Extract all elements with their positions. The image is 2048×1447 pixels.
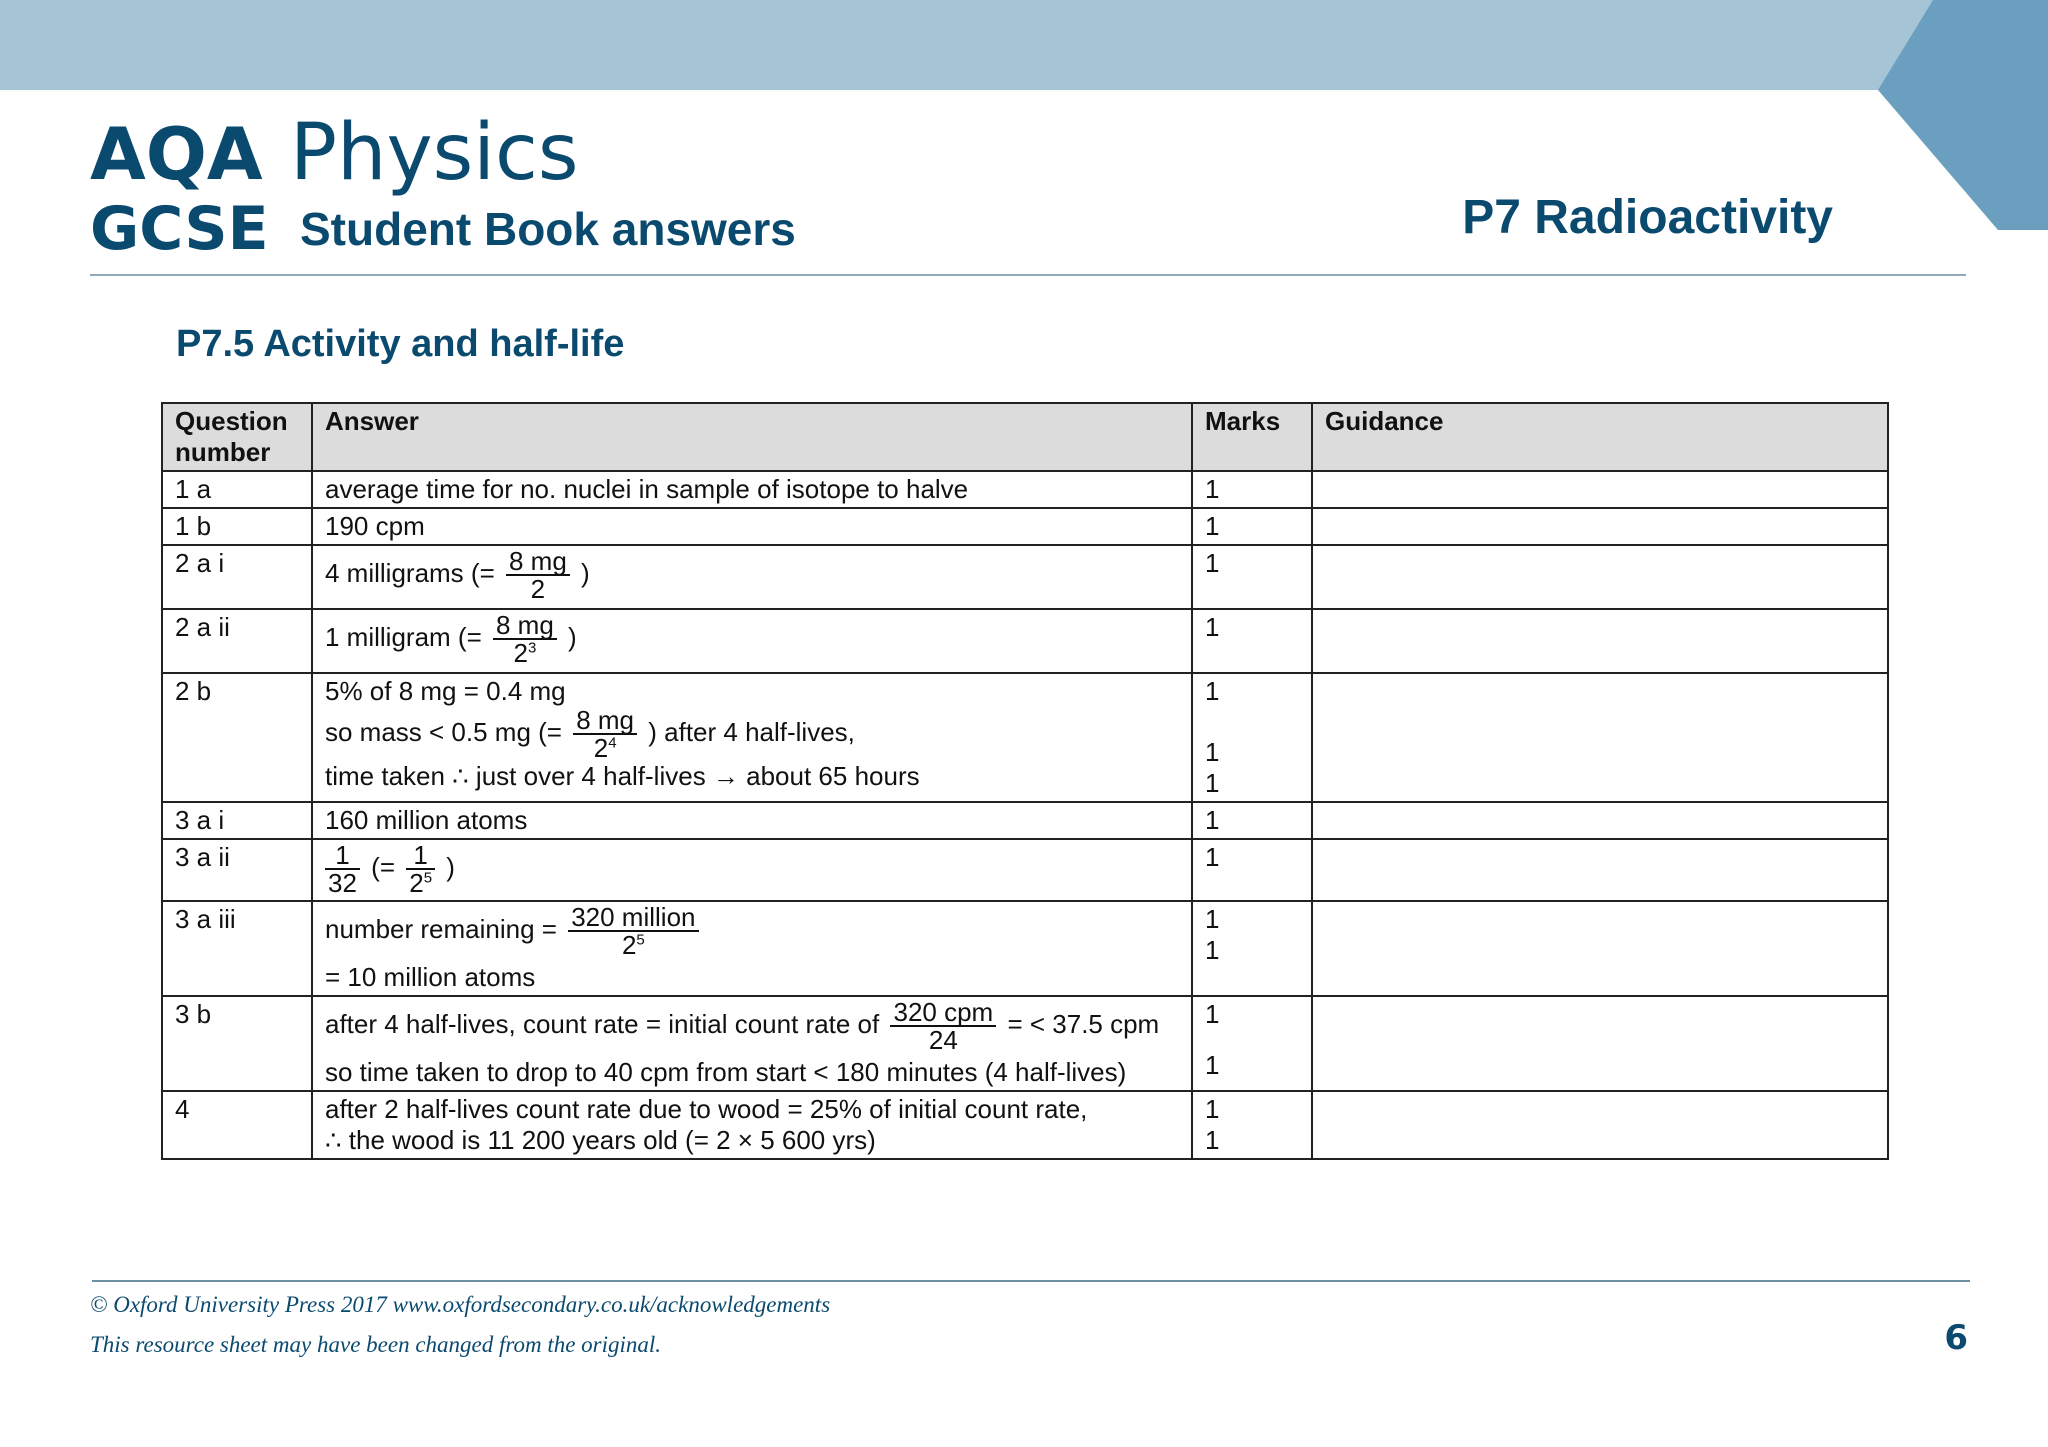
marks-cell: 1 (1192, 839, 1312, 901)
question-number: 3 a i (162, 802, 312, 839)
fraction (573, 707, 637, 761)
answer-cell (312, 609, 1192, 673)
answer-text: so time taken to drop to 40 cpm from start < 180 minutes (4 half-lives) (325, 1057, 1127, 1087)
table-row (162, 471, 1888, 508)
answer-text: after 2 half-lives count rate due to wood = 25% of initial count rate, (325, 1094, 1088, 1124)
answer-cell (312, 839, 1192, 901)
answer-text: ∴ the wood is 11 200 years old (= 2 × 5 600 yrs) (325, 1125, 876, 1155)
guidance-cell (1312, 901, 1888, 996)
table-row (162, 1091, 1888, 1159)
mark-value: 1 (1205, 999, 1220, 1029)
marks-cell: 1 (1192, 802, 1312, 839)
fraction-numerator: 320 million (568, 904, 698, 932)
fraction-denominator: $2^5$ (621, 930, 645, 960)
marks-cell: 1 (1192, 609, 1312, 673)
header-band (0, 0, 2048, 90)
table-row (162, 673, 1888, 802)
marks-cell (1192, 1091, 1312, 1159)
table-row (162, 545, 1888, 609)
mark-value: 1 (1205, 1094, 1220, 1124)
marks-cell: 1 (1192, 508, 1312, 545)
answer-text: after 4 half-lives, count rate = initial count rate of (325, 1008, 880, 1039)
answer-cell (312, 802, 1192, 839)
mark-value: 1 (1205, 768, 1220, 798)
answer-cell (312, 1091, 1192, 1159)
table-row (162, 996, 1888, 1091)
question-number: 4 (162, 1091, 312, 1159)
question-number: 3 a ii (162, 839, 312, 901)
fraction-denominator: $2^5$ (409, 868, 433, 898)
answer-text: ) (581, 557, 590, 588)
table-row (162, 609, 1888, 673)
marks-cell (1192, 673, 1312, 802)
question-number: 1 b (162, 508, 312, 545)
header-marks: Marks (1192, 403, 1312, 471)
chapter-title: P7 Radioactivity (1462, 191, 1833, 244)
fraction (406, 842, 435, 896)
question-number: 2 b (162, 673, 312, 802)
guidance-cell (1312, 471, 1888, 508)
header-question: Question number (162, 403, 312, 471)
marks-cell (1192, 901, 1312, 996)
answer-text: = < 37.5 cpm (1007, 1008, 1160, 1039)
header-answer: Answer (312, 403, 1192, 471)
page-number: 6 (1944, 1318, 1968, 1358)
answer-text: 160 million atoms (325, 805, 528, 835)
mark-value: 1 (1205, 1125, 1220, 1155)
guidance-cell (1312, 609, 1888, 673)
answer-cell (312, 901, 1192, 996)
brand-physics: Physics (290, 108, 579, 198)
footer-copyright: © Oxford University Press 2017 www.oxfordsecondary.co.uk/acknowledgements (90, 1292, 831, 1317)
answer-text: ) (446, 851, 455, 882)
mark-value: 1 (1205, 676, 1220, 706)
fraction-denominator: $2^3$ (513, 638, 537, 668)
answer-text: (= (371, 851, 395, 882)
answer-cell (312, 471, 1192, 508)
question-number: 2 a i (162, 545, 312, 609)
header-divider (90, 274, 1966, 276)
table-row (162, 802, 1888, 839)
mark-value: 1 (1205, 1050, 1220, 1080)
question-number: 3 b (162, 996, 312, 1091)
fraction-numerator: 8 mg (493, 612, 557, 640)
footer-note: This resource sheet may have been changed from the original. (90, 1332, 662, 1357)
answer-text: = 10 million atoms (325, 962, 536, 992)
marks-cell: 1 (1192, 545, 1312, 609)
question-number: 3 a iii (162, 901, 312, 996)
question-number: 1 a (162, 471, 312, 508)
table-row (162, 839, 1888, 901)
footer-divider (92, 1280, 1970, 1282)
guidance-cell (1312, 508, 1888, 545)
fraction (890, 999, 996, 1053)
fraction-numerator: 8 mg (506, 548, 570, 576)
brand-aqa: AQA (90, 112, 263, 196)
fraction-numerator: 1 (406, 842, 435, 870)
header-guidance: Guidance (1312, 403, 1888, 471)
mark-value: 1 (1205, 935, 1220, 965)
fraction-numerator: 320 cpm (890, 999, 996, 1027)
answer-text: ) (568, 621, 577, 652)
fraction (493, 612, 557, 666)
guidance-cell (1312, 673, 1888, 802)
mark-value: 1 (1205, 737, 1220, 767)
fraction-denominator: 2 (530, 574, 546, 604)
fraction-denominator: 32 (328, 868, 357, 898)
marks-cell (1192, 996, 1312, 1091)
answer-text: average time for no. nuclei in sample of isotope to halve (325, 474, 969, 504)
answer-text: 4 milligrams (= (325, 557, 495, 588)
answer-text: number remaining = (325, 913, 557, 944)
answer-text: so mass < 0.5 mg (= (325, 716, 562, 747)
fraction-numerator: 1 (325, 842, 360, 870)
answer-text: 1 milligram (= (325, 621, 482, 652)
corner-decoration (1878, 0, 2048, 230)
answer-text: ) after 4 half-lives, (648, 716, 855, 747)
fraction-numerator: 8 mg (573, 707, 637, 735)
guidance-cell (1312, 545, 1888, 609)
guidance-cell (1312, 1091, 1888, 1159)
table-header-row (162, 403, 1888, 471)
fraction (506, 548, 570, 602)
brand-gcse: GCSE (90, 194, 269, 264)
guidance-cell (1312, 802, 1888, 839)
fraction-denominator: $2^4$ (593, 733, 617, 763)
mark-value: 1 (1205, 904, 1220, 934)
fraction (325, 842, 360, 896)
answer-cell (312, 545, 1192, 609)
answer-text: 190 cpm (325, 511, 425, 541)
question-number: 2 a ii (162, 609, 312, 673)
guidance-cell (1312, 996, 1888, 1091)
answer-cell (312, 996, 1192, 1091)
brand-subtitle: Student Book answers (300, 203, 796, 255)
table-row (162, 901, 1888, 996)
fraction (568, 904, 698, 958)
section-title: P7.5 Activity and half-life (176, 323, 625, 365)
answer-cell (312, 508, 1192, 545)
fraction-denominator: 24 (928, 1025, 958, 1055)
answer-cell (312, 673, 1192, 802)
table-row (162, 508, 1888, 545)
answer-text: 5% of 8 mg = 0.4 mg (325, 676, 566, 706)
guidance-cell (1312, 839, 1888, 901)
answer-text: time taken ∴ just over 4 half-lives → about 65 hours (325, 761, 920, 791)
answers-table (161, 402, 1889, 1160)
marks-cell: 1 (1192, 471, 1312, 508)
